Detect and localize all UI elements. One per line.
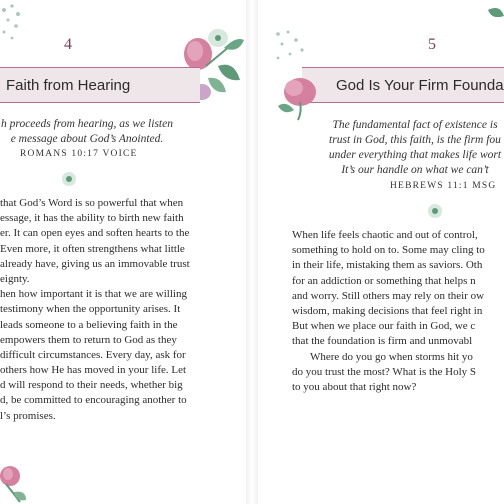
dots-decoration-icon <box>272 28 312 68</box>
body-line: already have, giving us an immovable trust <box>0 257 190 270</box>
body-line: others how He has moved in your life. Let <box>0 364 187 377</box>
bottom-flower-icon <box>0 462 30 504</box>
body-line: for an addiction or something that helps n <box>292 274 476 287</box>
body-line: empowers them to return to God as they <box>0 333 177 346</box>
page-number: 5 <box>428 36 436 53</box>
scripture-verse <box>300 118 504 178</box>
body-text <box>292 228 485 395</box>
title-band <box>0 67 200 103</box>
title-band <box>302 67 504 103</box>
body-line: and worry. Still others may rely on their ow <box>292 289 485 302</box>
body-line: Even more, it often strengthens what little <box>0 242 185 255</box>
body-line: that the foundation is firm and unmovabl <box>292 335 473 348</box>
small-flower-icon <box>426 202 444 220</box>
body-line: to you about that right now? <box>292 380 417 393</box>
page-gutter <box>246 0 258 504</box>
body-line: wisdom, making decisions that feel right in <box>292 304 483 317</box>
right-page <box>258 0 504 504</box>
body-line: Where do you go when storms hit yo <box>310 350 473 363</box>
body-line: difficult circumstances. Every day, ask for <box>0 348 186 361</box>
chapter-title: God Is Your Firm Founda <box>336 76 504 94</box>
verse-reference: ROMANS 10:17 VOICE <box>20 149 138 159</box>
body-line: that God’s Word is so powerful that when <box>0 197 184 209</box>
verse-line: trust in God, this faith, is the firm fou <box>329 134 501 146</box>
body-line: essage, it has the ability to birth new faith <box>0 212 184 225</box>
verse-line: e message about God’s Anointed. <box>10 133 164 145</box>
left-page <box>0 0 246 504</box>
body-line: er. It can open eyes and soften hearts to the <box>0 227 190 240</box>
corner-leaf-icon <box>484 4 504 28</box>
dots-decoration-icon <box>0 0 30 50</box>
chapter-title: Faith from Hearing <box>6 76 131 94</box>
body-line: something to hold on to. Some may cling to <box>292 244 485 257</box>
body-text <box>0 196 190 424</box>
verse-line: under everything that makes life wort <box>328 149 502 161</box>
body-line: d will respond to their needs, whether big <box>0 379 183 392</box>
verse-line: It’s our handle on what we can’t <box>341 164 489 176</box>
flower-icon <box>272 66 322 122</box>
body-line: eignty. <box>0 272 30 285</box>
body-line: in their life, mistaking them as saviors. Oth <box>292 259 483 272</box>
page-number: 4 <box>64 36 72 53</box>
verse-line: h proceeds from hearing, as we listen <box>1 118 173 130</box>
small-flower-icon <box>60 170 78 188</box>
body-line: When life feels chaotic and out of control, <box>292 229 478 241</box>
body-line: hen how important it is that we are willing <box>0 288 187 301</box>
body-line: do you trust the most? What is the Holy S <box>292 365 477 378</box>
body-line: d, be committed to encouraging another to <box>0 394 187 407</box>
body-line: testimony when the opportunity arises. It <box>0 303 181 316</box>
body-line: leads someone to a believing faith in the <box>0 318 178 331</box>
body-line: l’s promises. <box>0 409 56 422</box>
verse-line: The fundamental fact of existence is <box>332 119 498 131</box>
body-line: But when we place our faith in God, we c <box>292 320 476 333</box>
verse-reference: HEBREWS 11:1 MSG <box>390 181 497 191</box>
scripture-verse <box>0 117 174 147</box>
